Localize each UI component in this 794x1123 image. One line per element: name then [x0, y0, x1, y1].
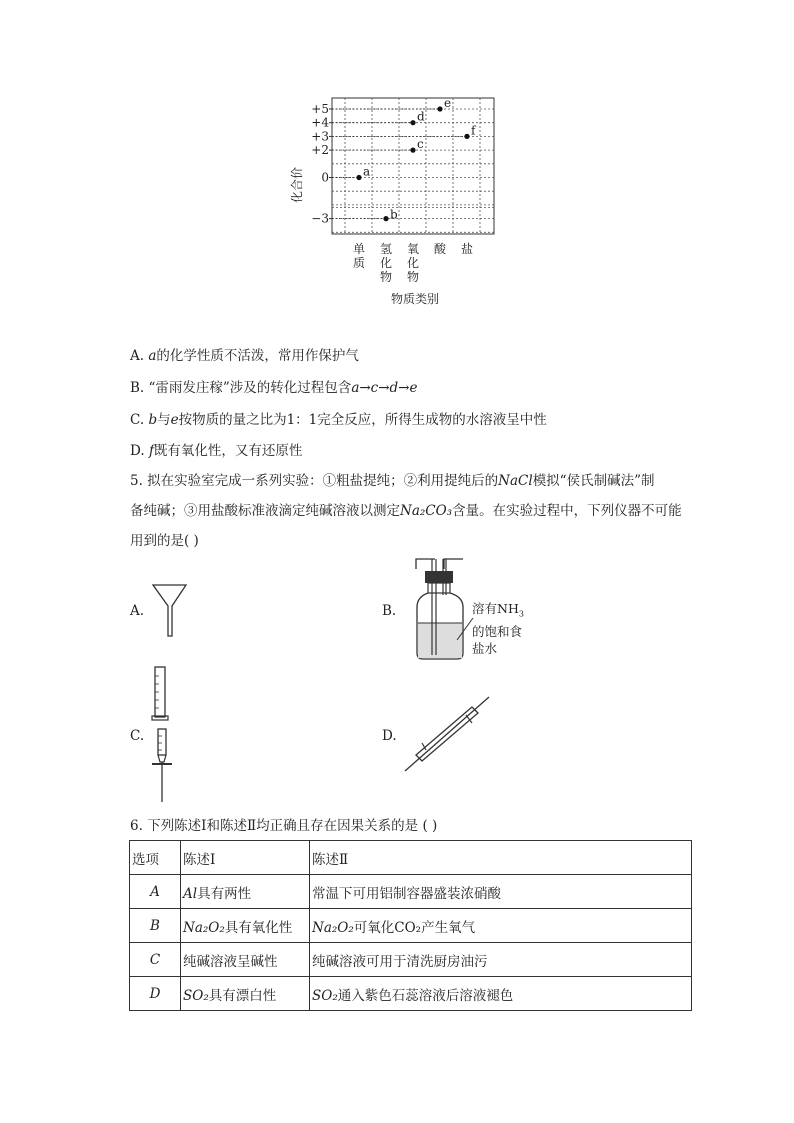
- x-category-label: 物: [379, 270, 393, 284]
- row-statement-1: Na₂O₂具有氧化性: [181, 909, 310, 943]
- q5-option-c-label: C.: [130, 728, 145, 744]
- point-label-f: f: [471, 123, 476, 138]
- x-category-label: 物: [406, 270, 420, 284]
- row-statement-1: 纯碱溶液呈碱性: [181, 943, 310, 977]
- y-tick-label: +3: [311, 129, 329, 144]
- funnel-icon: [150, 582, 190, 640]
- q5-option-d-label: D.: [382, 728, 397, 744]
- point-label-c: c: [417, 137, 424, 152]
- row-statement-2: 纯碱溶液可用于清洗厨房油污: [310, 943, 692, 977]
- point-label-d: d: [417, 109, 425, 124]
- x-categories: [353, 241, 473, 284]
- table-row: [130, 909, 692, 943]
- x-category-label: 酸: [433, 242, 447, 256]
- y-tick-label: −3: [311, 211, 329, 226]
- data-point-c: [410, 148, 415, 153]
- header-statement-2: 陈述Ⅱ: [310, 841, 692, 875]
- x-category-label: 化: [379, 256, 393, 270]
- x-category-label: 化: [406, 256, 420, 270]
- header-statement-1: 陈述Ⅰ: [181, 841, 310, 875]
- point-label-e: e: [444, 96, 452, 110]
- q4-option-a: A. a的化学性质不活泼，常用作保护气: [130, 348, 359, 364]
- data-point-a: [356, 175, 361, 180]
- valence-chart: [285, 90, 505, 315]
- row-statement-2: SO₂通入紫色石蕊溶液后溶液褪色: [310, 977, 692, 1011]
- y-tick-label: +4: [311, 115, 329, 130]
- y-tick-label: +2: [311, 143, 329, 158]
- q5-stem: 5. 拟在实验室完成一系列实验：①粗盐提纯；②利用提纯后的NaCl模拟“侯氏制碱法”制 备纯碱；③用盐酸标准液滴定纯碱溶液以测定Na₂CO₃含量。在实验过程中，下列仪器不可能 用到的是( ): [130, 473, 682, 549]
- q6-table: [129, 840, 692, 1011]
- y-axis-label: 化合价: [290, 166, 304, 204]
- point-label-a: a: [363, 164, 371, 179]
- x-axis-label: 物质类别: [390, 292, 440, 306]
- q4-option-b: B. “雷雨发庄稼”涉及的转化过程包含a→c→d→e: [130, 380, 418, 396]
- plot-frame: [332, 98, 494, 234]
- row-option: A: [130, 875, 181, 909]
- label-leader-line: [455, 612, 475, 652]
- row-statement-1: SO₂具有漂白性: [181, 977, 310, 1011]
- x-category-label: 单: [352, 242, 366, 256]
- grid-lines: [332, 98, 494, 234]
- condenser-icon: [402, 693, 492, 773]
- burette-icon: [150, 726, 176, 804]
- data-point-b: [383, 216, 388, 221]
- data-point-d: [410, 120, 415, 125]
- table-header-row: [130, 841, 692, 875]
- bottle-label: 溶有$NH_3$ 的饱和食 盐水: [472, 601, 524, 656]
- data-point-e: [437, 106, 442, 111]
- x-category-label: 质: [352, 256, 366, 270]
- graduated-cylinder-icon: [150, 664, 172, 722]
- q6-title: 6. 下列陈述Ⅰ和陈述Ⅱ均正确且存在因果关系的是 ( ): [130, 818, 438, 834]
- y-tick-label: +5: [311, 102, 329, 116]
- row-statement-2: Na₂O₂可氧化CO₂产生氧气: [310, 909, 692, 943]
- row-option: C: [130, 943, 181, 977]
- q4-option-d: D. f既有氧化性，又有还原性: [130, 443, 303, 459]
- row-statement-1: Al具有两性: [181, 875, 310, 909]
- x-category-label: 氧: [406, 242, 420, 256]
- q5-option-b-label: B.: [382, 603, 397, 619]
- x-category-label: 盐: [460, 242, 474, 256]
- row-statement-2: 常温下可用铝制容器盛装浓硝酸: [310, 875, 692, 909]
- table-row: [130, 875, 692, 909]
- table-row: [130, 977, 692, 1011]
- table-row: [130, 943, 692, 977]
- header-option: 选项: [130, 841, 181, 875]
- q4-option-c: C. b与e按物质的量之比为1：1完全反应，所得生成物的水溶液呈中性: [130, 412, 547, 428]
- x-category-label: 氢: [379, 242, 393, 256]
- data-point-f: [464, 134, 469, 139]
- row-option: B: [130, 909, 181, 943]
- row-option: D: [130, 977, 181, 1011]
- y-tick-label: 0: [321, 170, 329, 185]
- data-points: [332, 96, 477, 222]
- point-label-b: b: [390, 207, 398, 222]
- q5-option-a-label: A.: [130, 603, 145, 619]
- y-ticks: [311, 102, 332, 226]
